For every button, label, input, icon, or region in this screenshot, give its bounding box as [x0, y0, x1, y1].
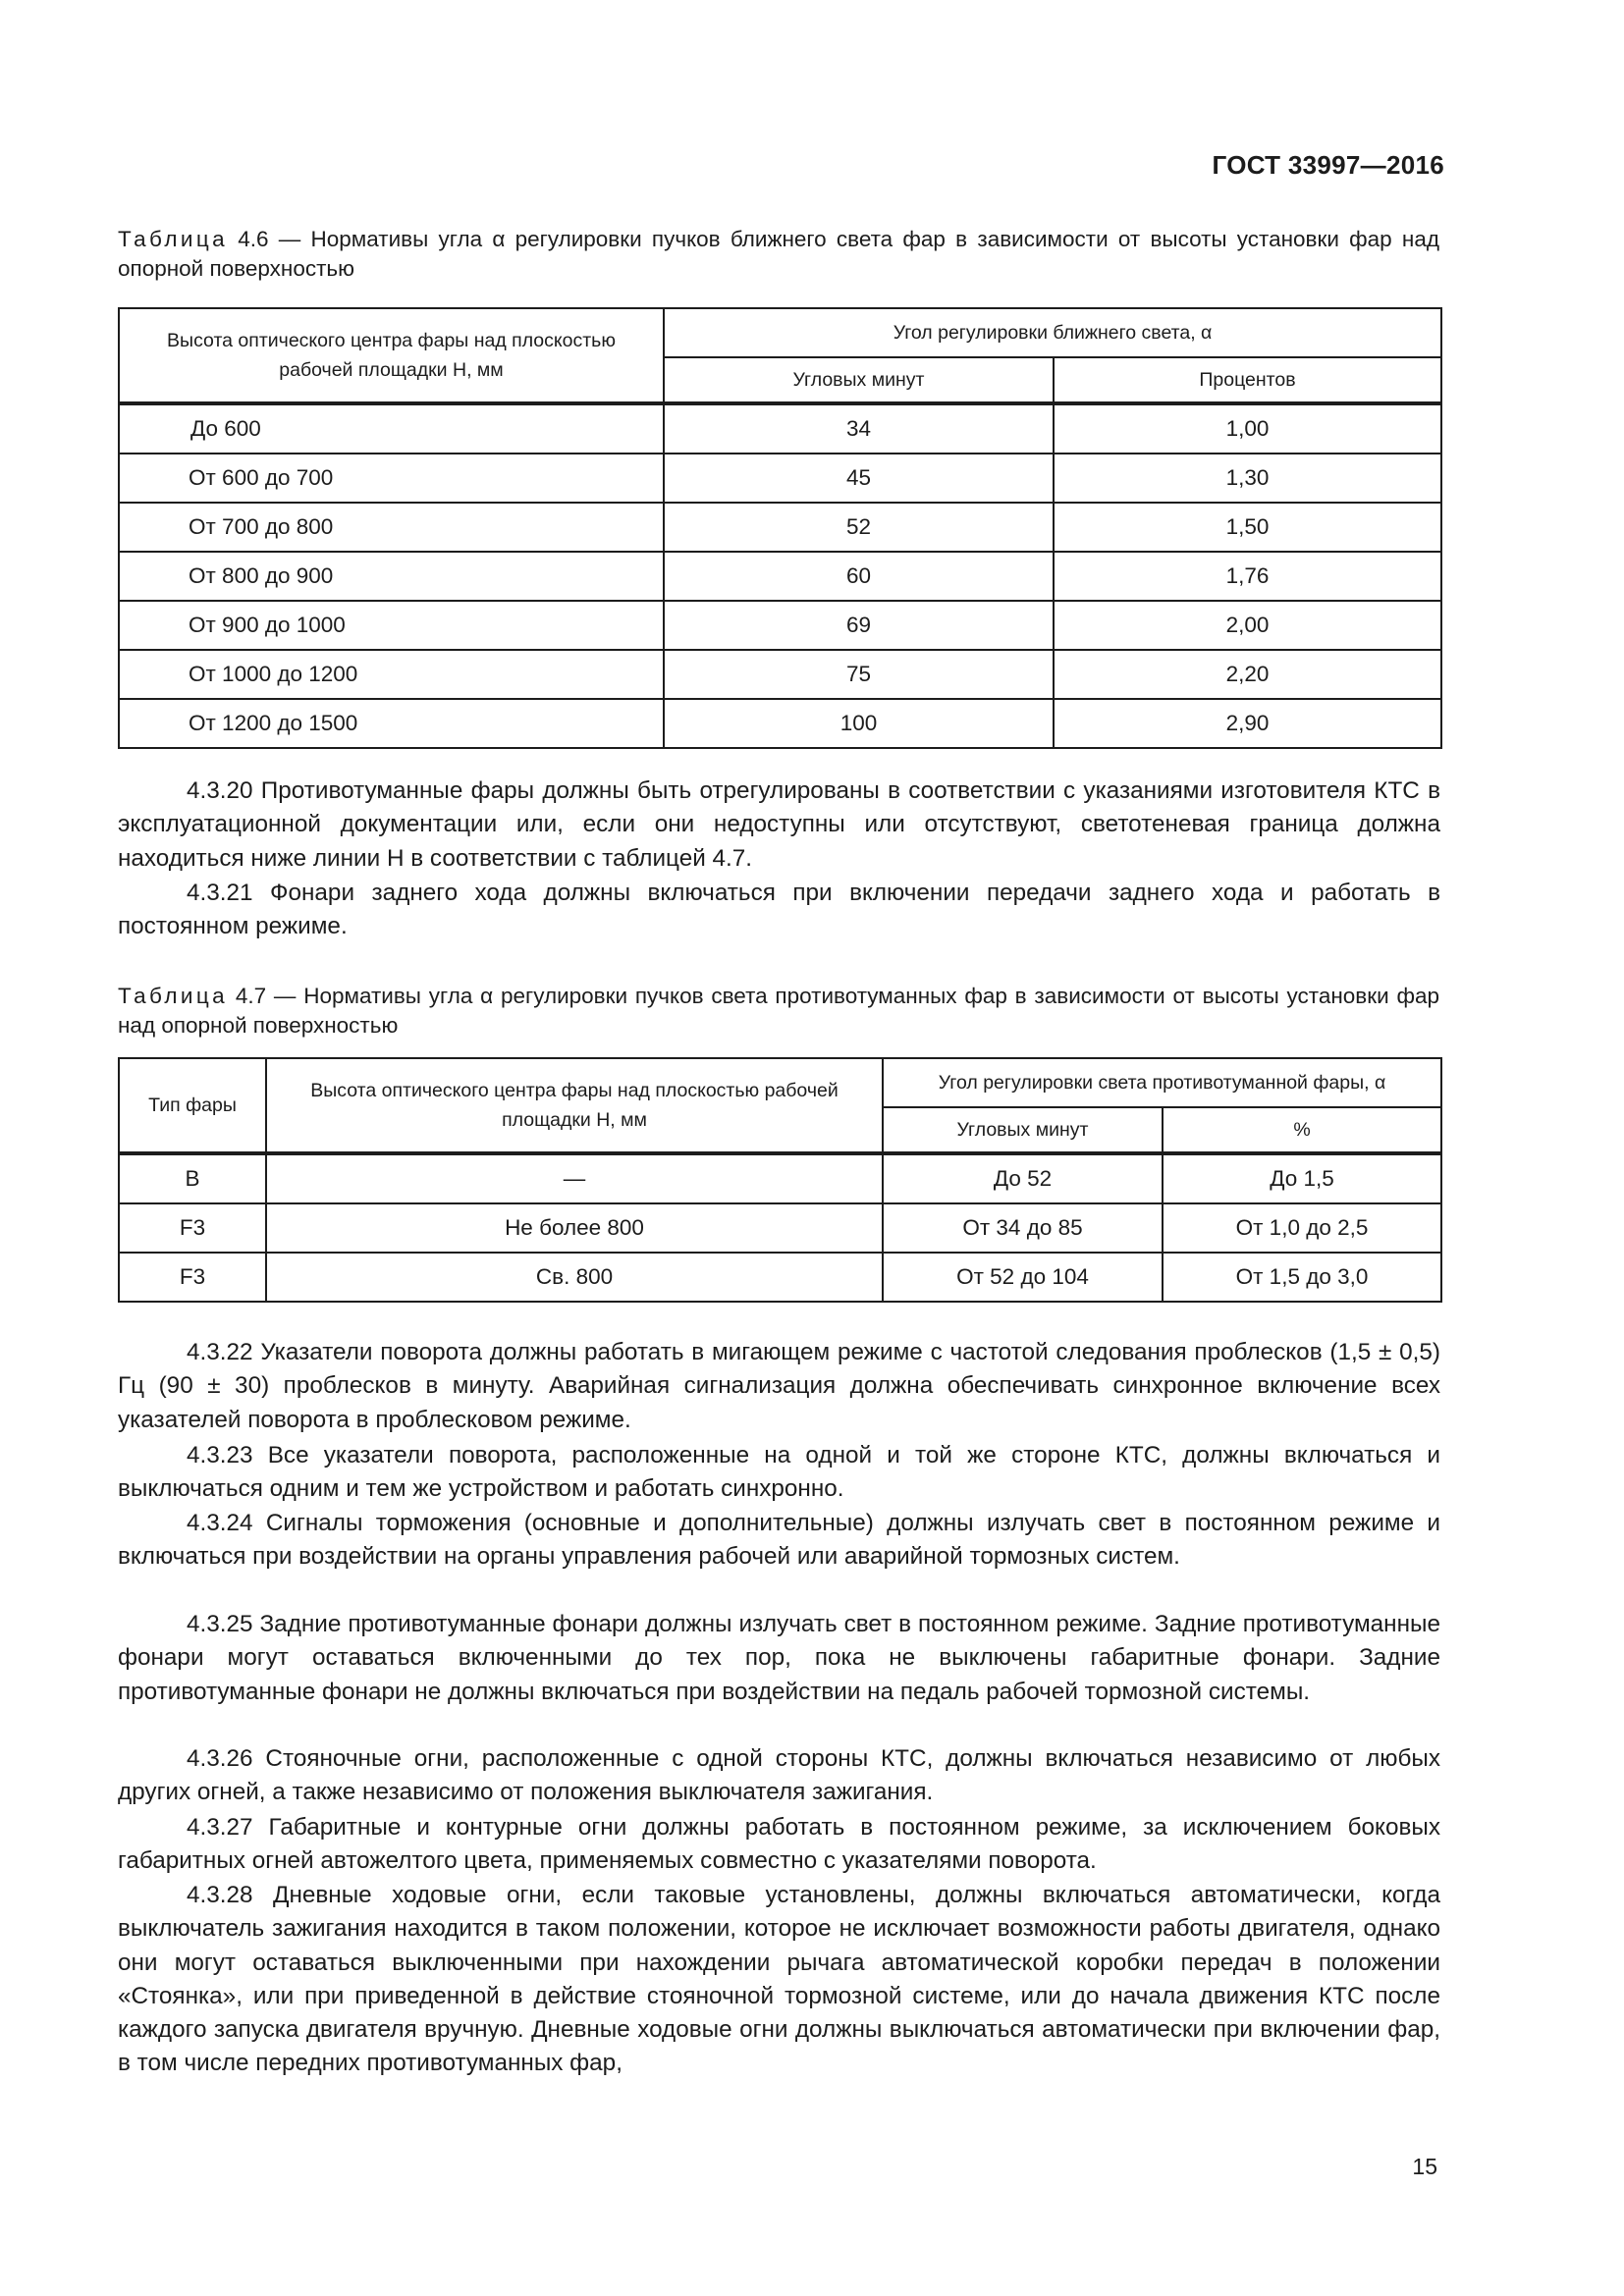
cell-percent: До 1,5 — [1163, 1153, 1441, 1203]
cell-percent: 2,00 — [1054, 601, 1441, 650]
paragraph-4-3-23: 4.3.23 Все указатели поворота, расположенные на одной и той же стороне КТС, должны включаться и выключаться одним и тем же устройством и работать синхронно. — [118, 1442, 1440, 1503]
paragraph-4-3-27: 4.3.27 Габаритные и контурные огни должны работать в постоянном режиме, за исключением боковых габаритных огней автожелтого цвета, применяемых совместно с указателями поворота. — [118, 1814, 1440, 1875]
header-height: Высота оптического центра фары над плоскостью рабочей площадки Н, мм — [266, 1058, 883, 1153]
table-label: Таблица — [118, 227, 229, 251]
cell-height: От 700 до 800 — [119, 503, 664, 552]
header-type: Тип фары — [119, 1058, 266, 1153]
cell-minutes: 69 — [664, 601, 1054, 650]
cell-percent: От 1,0 до 2,5 — [1163, 1203, 1441, 1253]
cell-height: От 1200 до 1500 — [119, 699, 664, 748]
cell-minutes: 52 — [664, 503, 1054, 552]
cell-minutes: До 52 — [883, 1153, 1163, 1203]
table-4-6-caption — [118, 225, 1439, 284]
table-4-7-caption — [118, 982, 1439, 1041]
cell-height: Не более 800 — [266, 1203, 883, 1253]
table-row — [119, 699, 1441, 748]
header-percent: % — [1163, 1107, 1441, 1153]
table-4-6 — [118, 307, 1442, 749]
cell-minutes: 75 — [664, 650, 1054, 699]
cell-height: Св. 800 — [266, 1253, 883, 1302]
page-number: 15 — [1412, 2154, 1437, 2179]
cell-minutes: 60 — [664, 552, 1054, 601]
table-4-7 — [118, 1057, 1442, 1303]
cell-percent: 1,30 — [1054, 454, 1441, 503]
cell-height: От 800 до 900 — [119, 552, 664, 601]
document-code: ГОСТ 33997—2016 — [1212, 150, 1444, 180]
cell-percent: 1,50 — [1054, 503, 1441, 552]
header-percent: Процентов — [1054, 357, 1441, 403]
header-minutes: Угловых минут — [664, 357, 1054, 403]
table-4-7-title: 4.7 — Нормативы угла α регулировки пучков света противотуманных фар в зависимости от высоты установки фар над опорной поверхностью — [118, 984, 1439, 1038]
table-row — [119, 650, 1441, 699]
header-minutes: Угловых минут — [883, 1107, 1163, 1153]
cell-minutes: 34 — [664, 403, 1054, 454]
cell-percent: 2,20 — [1054, 650, 1441, 699]
cell-percent: 1,00 — [1054, 403, 1441, 454]
cell-percent: От 1,5 до 3,0 — [1163, 1253, 1441, 1302]
cell-height: От 900 до 1000 — [119, 601, 664, 650]
table-row — [119, 454, 1441, 503]
cell-height: От 1000 до 1200 — [119, 650, 664, 699]
table-4-6-title: 4.6 — Нормативы угла α регулировки пучков ближнего света фар в зависимости от высоты установки фар над опорной поверхностью — [118, 227, 1439, 281]
header-height: Высота оптического центра фары над плоскостью рабочей площадки Н, мм — [119, 308, 664, 403]
table-row — [119, 552, 1441, 601]
table-row — [119, 1153, 1441, 1203]
paragraph-4-3-22: 4.3.22 Указатели поворота должны работать в мигающем режиме с частотой следования проблесков (1,5 ± 0,5) Гц (90 ± 30) проблесков в минуту. Аварийная сигнализация должна обеспечивать синхронное включение всех указателей поворота в проблесковом режиме. — [118, 1339, 1440, 1433]
cell-height: От 600 до 700 — [119, 454, 664, 503]
paragraph-4-3-25: 4.3.25 Задние противотуманные фонари должны излучать свет в постоянном режиме. Задние противотуманные фонари могут оставаться включенными до тех пор, пока не выключены габаритные фонари. Задние противотуманные фонари не должны включаться при воздействии на педаль рабочей тормозной системы. — [118, 1611, 1440, 1705]
table-label: Таблица — [118, 984, 229, 1008]
table-row — [119, 1203, 1441, 1253]
cell-minutes: 100 — [664, 699, 1054, 748]
paragraph-4-3-28: 4.3.28 Дневные ходовые огни, если таковые установлены, должны включаться автоматически, когда выключатель зажигания находится в таком положении, которое не исключает возможности работы двигателя, однако они могут оставаться выключенными при нахождении рычага автоматической коробки передач в положении «Стоянка», или при приведенной в действие стояночной тормозной системе, или до начала движения КТС после каждого запуска двигателя вручную. Дневные ходовые огни должны выключаться автоматически при включении фар, в том числе передних противотуманных фар, — [118, 1882, 1440, 2077]
header-angle: Угол регулировки света противотуманной фары, α — [883, 1058, 1441, 1107]
header-angle: Угол регулировки ближнего света, α — [664, 308, 1441, 357]
cell-minutes: 45 — [664, 454, 1054, 503]
cell-type: B — [119, 1153, 266, 1203]
cell-height: До 600 — [119, 403, 664, 454]
cell-type: F3 — [119, 1253, 266, 1302]
table-row — [119, 503, 1441, 552]
cell-minutes: От 34 до 85 — [883, 1203, 1163, 1253]
paragraph-4-3-26: 4.3.26 Стояночные огни, расположенные с одной стороны КТС, должны включаться независимо от любых других огней, а также независимо от положения выключателя зажигания. — [118, 1745, 1440, 1806]
table-row — [119, 601, 1441, 650]
table-row — [119, 403, 1441, 454]
paragraph-4-3-24: 4.3.24 Сигналы торможения (основные и дополнительные) должны излучать свет в постоянном режиме и включаться при воздействии на органы управления рабочей или аварийной тормозных систем. — [118, 1510, 1440, 1571]
paragraph-4-3-20: 4.3.20 Противотуманные фары должны быть отрегулированы в соответствии с указаниями изготовителя КТС в эксплуатационной документации или, если они недоступны или отсутствуют, светотеневая граница должна находиться ниже линии H в соответствии с таблицей 4.7. — [118, 777, 1440, 872]
table-row — [119, 1253, 1441, 1302]
cell-percent: 2,90 — [1054, 699, 1441, 748]
cell-height: — — [266, 1153, 883, 1203]
cell-type: F3 — [119, 1203, 266, 1253]
cell-percent: 1,76 — [1054, 552, 1441, 601]
paragraph-4-3-21: 4.3.21 Фонари заднего хода должны включаться при включении передачи заднего хода и работать в постоянном режиме. — [118, 880, 1440, 940]
cell-minutes: От 52 до 104 — [883, 1253, 1163, 1302]
